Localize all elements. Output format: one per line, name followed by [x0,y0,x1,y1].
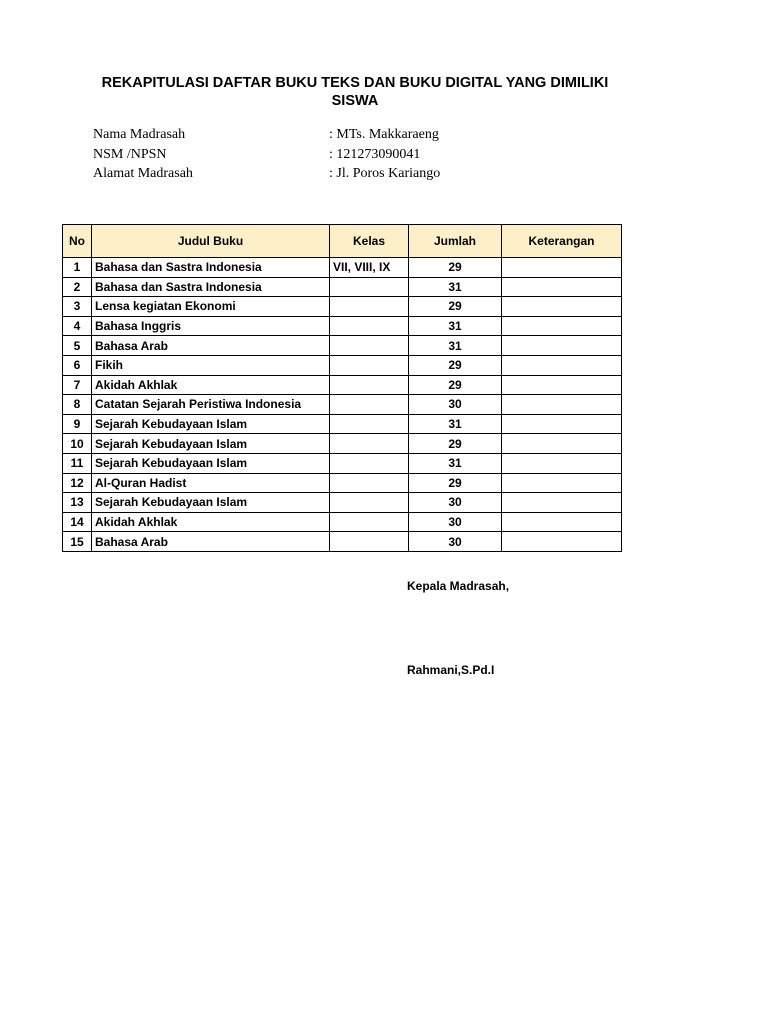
cell-kelas [330,414,409,434]
document-title [60,74,650,110]
cell-jumlah: 30 [409,395,502,415]
table-body [63,258,622,552]
book-table [62,224,622,552]
cell-judul-buku: Bahasa Arab [92,336,330,356]
info-label: Nama Madrasah [93,127,186,142]
cell-keterangan [502,336,622,356]
table-row [63,336,622,356]
cell-judul-buku: Fikih [92,355,330,375]
info-label: NSM /NPSN [93,146,167,162]
cell-jumlah: 30 [409,512,502,532]
cell-no: 15 [63,532,92,552]
cell-keterangan [502,355,622,375]
cell-no: 11 [63,453,92,473]
cell-kelas [330,355,409,375]
cell-jumlah: 31 [409,316,502,336]
cell-keterangan [502,258,622,278]
header-no: No [63,225,92,258]
header-keterangan: Keterangan [502,225,622,258]
cell-kelas [330,512,409,532]
table-row [63,258,622,278]
cell-no: 4 [63,316,92,336]
cell-keterangan [502,473,622,493]
cell-jumlah: 31 [409,336,502,356]
cell-jumlah: 29 [409,258,502,278]
cell-judul-buku: Akidah Akhlak [92,512,330,532]
table-row [63,473,622,493]
cell-keterangan [502,493,622,513]
signature-name: Rahmani,S.Pd.I [407,663,495,677]
title-line-1: REKAPITULASI DAFTAR BUKU TEKS DAN BUKU DIGITAL YANG DIMILIKI [101,75,609,91]
title-line-2: SISWA [331,93,379,109]
cell-no: 8 [63,395,92,415]
cell-jumlah: 31 [409,277,502,297]
cell-no: 1 [63,258,92,278]
table-row [63,297,622,317]
cell-jumlah: 31 [409,453,502,473]
table-row [63,434,622,454]
info-value: : MTs. Makkaraeng [329,127,439,142]
cell-judul-buku: Al-Quran Hadist [92,473,330,493]
cell-jumlah: 29 [409,473,502,493]
table-row [63,414,622,434]
cell-keterangan [502,512,622,532]
table-row [63,395,622,415]
cell-keterangan [502,395,622,415]
cell-judul-buku: Sejarah Kebudayaan Islam [92,434,330,454]
cell-judul-buku: Sejarah Kebudayaan Islam [92,414,330,434]
cell-kelas [330,316,409,336]
cell-jumlah: 30 [409,532,502,552]
cell-no: 13 [63,493,92,513]
cell-no: 12 [63,473,92,493]
cell-judul-buku: Akidah Akhlak [92,375,330,395]
cell-keterangan [502,316,622,336]
cell-judul-buku: Bahasa Inggris [92,316,330,336]
cell-kelas [330,434,409,454]
cell-keterangan [502,277,622,297]
cell-no: 6 [63,355,92,375]
cell-no: 14 [63,512,92,532]
cell-kelas [330,395,409,415]
info-value: : 121273090041 [329,146,421,162]
cell-keterangan [502,297,622,317]
signature-title: Kepala Madrasah, [407,579,510,593]
cell-jumlah: 30 [409,493,502,513]
cell-kelas [330,493,409,513]
header-judul-buku: Judul Buku [92,225,330,258]
cell-judul-buku: Lensa kegiatan Ekonomi [92,297,330,317]
header-kelas: Kelas [330,225,409,258]
cell-jumlah: 29 [409,355,502,375]
table-row [63,453,622,473]
cell-keterangan [502,434,622,454]
info-label: Alamat Madrasah [93,166,193,181]
cell-no: 2 [63,277,92,297]
table-row [63,512,622,532]
table-row [63,316,622,336]
table-row [63,355,622,375]
cell-kelas: VII, VIII, IX [330,258,409,278]
cell-judul-buku: Sejarah Kebudayaan Islam [92,453,330,473]
cell-jumlah: 29 [409,297,502,317]
cell-no: 9 [63,414,92,434]
cell-kelas [330,473,409,493]
cell-no: 10 [63,434,92,454]
table-row [63,277,622,297]
info-value: : Jl. Poros Kariango [329,166,441,181]
cell-kelas [330,375,409,395]
cell-keterangan [502,414,622,434]
table-header-row [63,225,622,258]
cell-judul-buku: Bahasa Arab [92,532,330,552]
cell-kelas [330,453,409,473]
cell-kelas [330,532,409,552]
cell-jumlah: 29 [409,434,502,454]
cell-kelas [330,336,409,356]
cell-judul-buku: Catatan Sejarah Peristiwa Indonesia [92,395,330,415]
cell-judul-buku: Sejarah Kebudayaan Islam [92,493,330,513]
cell-no: 3 [63,297,92,317]
cell-jumlah: 31 [409,414,502,434]
cell-judul-buku: Bahasa dan Sastra Indonesia [92,258,330,278]
cell-keterangan [502,532,622,552]
cell-kelas [330,277,409,297]
cell-judul-buku: Bahasa dan Sastra Indonesia [92,277,330,297]
table-row [63,532,622,552]
table-row [63,493,622,513]
cell-no: 5 [63,336,92,356]
cell-jumlah: 29 [409,375,502,395]
cell-kelas [330,297,409,317]
header-jumlah: Jumlah [409,225,502,258]
cell-no: 7 [63,375,92,395]
cell-keterangan [502,375,622,395]
table-row [63,375,622,395]
cell-keterangan [502,453,622,473]
